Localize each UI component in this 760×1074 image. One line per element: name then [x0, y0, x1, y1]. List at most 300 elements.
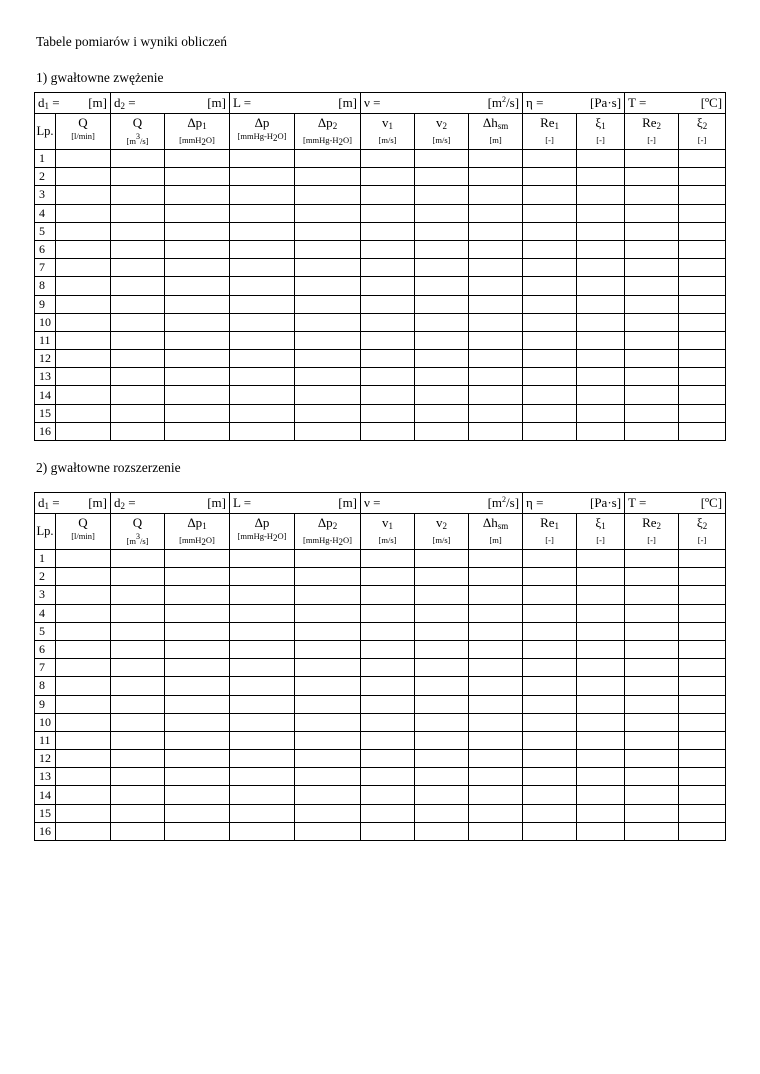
data-cell[interactable] — [111, 568, 165, 586]
data-cell[interactable] — [577, 204, 625, 222]
param-cell-4[interactable] — [523, 93, 625, 114]
data-cell[interactable] — [230, 204, 295, 222]
data-cell[interactable] — [577, 422, 625, 440]
data-cell[interactable] — [165, 331, 230, 349]
data-cell[interactable] — [625, 750, 679, 768]
data-cell[interactable] — [165, 277, 230, 295]
data-cell[interactable] — [295, 404, 361, 422]
data-cell[interactable] — [469, 550, 523, 568]
param-cell-0[interactable] — [35, 93, 111, 114]
data-cell[interactable] — [523, 713, 577, 731]
data-cell[interactable] — [56, 804, 111, 822]
data-cell[interactable] — [361, 168, 415, 186]
data-cell[interactable] — [56, 422, 111, 440]
data-cell[interactable] — [111, 386, 165, 404]
data-cell[interactable] — [469, 204, 523, 222]
param-cell-0[interactable] — [35, 493, 111, 514]
data-cell[interactable] — [111, 640, 165, 658]
data-cell[interactable] — [165, 259, 230, 277]
data-cell[interactable] — [295, 240, 361, 258]
data-cell[interactable] — [361, 240, 415, 258]
data-cell[interactable] — [56, 331, 111, 349]
data-cell[interactable] — [523, 295, 577, 313]
data-cell[interactable] — [523, 640, 577, 658]
data-cell[interactable] — [469, 331, 523, 349]
data-cell[interactable] — [111, 204, 165, 222]
param-cell-4[interactable] — [523, 493, 625, 514]
data-cell[interactable] — [679, 659, 726, 677]
data-cell[interactable] — [361, 604, 415, 622]
data-cell[interactable] — [165, 731, 230, 749]
data-cell[interactable] — [679, 804, 726, 822]
data-cell[interactable] — [625, 222, 679, 240]
data-cell[interactable] — [523, 313, 577, 331]
data-cell[interactable] — [165, 659, 230, 677]
data-cell[interactable] — [415, 222, 469, 240]
data-cell[interactable] — [469, 822, 523, 840]
data-cell[interactable] — [415, 386, 469, 404]
data-cell[interactable] — [679, 168, 726, 186]
data-cell[interactable] — [295, 586, 361, 604]
data-cell[interactable] — [56, 368, 111, 386]
data-cell[interactable] — [165, 786, 230, 804]
data-cell[interactable] — [577, 604, 625, 622]
data-cell[interactable] — [415, 804, 469, 822]
data-cell[interactable] — [625, 350, 679, 368]
data-cell[interactable] — [56, 313, 111, 331]
data-cell[interactable] — [295, 313, 361, 331]
data-cell[interactable] — [523, 822, 577, 840]
data-cell[interactable] — [295, 731, 361, 749]
data-cell[interactable] — [295, 168, 361, 186]
data-cell[interactable] — [361, 768, 415, 786]
data-cell[interactable] — [523, 222, 577, 240]
data-cell[interactable] — [415, 350, 469, 368]
data-cell[interactable] — [523, 368, 577, 386]
data-cell[interactable] — [230, 168, 295, 186]
data-cell[interactable] — [679, 731, 726, 749]
data-cell[interactable] — [111, 168, 165, 186]
data-cell[interactable] — [415, 277, 469, 295]
data-cell[interactable] — [679, 586, 726, 604]
data-cell[interactable] — [56, 550, 111, 568]
data-cell[interactable] — [295, 295, 361, 313]
data-cell[interactable] — [111, 804, 165, 822]
data-cell[interactable] — [230, 786, 295, 804]
data-cell[interactable] — [295, 350, 361, 368]
data-cell[interactable] — [111, 822, 165, 840]
data-cell[interactable] — [577, 640, 625, 658]
data-cell[interactable] — [679, 750, 726, 768]
data-cell[interactable] — [625, 204, 679, 222]
data-cell[interactable] — [577, 350, 625, 368]
data-cell[interactable] — [361, 186, 415, 204]
data-cell[interactable] — [625, 422, 679, 440]
data-cell[interactable] — [165, 695, 230, 713]
data-cell[interactable] — [523, 768, 577, 786]
data-cell[interactable] — [111, 768, 165, 786]
data-cell[interactable] — [165, 604, 230, 622]
data-cell[interactable] — [625, 568, 679, 586]
data-cell[interactable] — [679, 350, 726, 368]
data-cell[interactable] — [295, 822, 361, 840]
data-cell[interactable] — [361, 550, 415, 568]
data-cell[interactable] — [111, 677, 165, 695]
data-cell[interactable] — [56, 786, 111, 804]
data-cell[interactable] — [625, 677, 679, 695]
data-cell[interactable] — [165, 240, 230, 258]
data-cell[interactable] — [111, 331, 165, 349]
data-cell[interactable] — [415, 713, 469, 731]
data-cell[interactable] — [469, 604, 523, 622]
data-cell[interactable] — [295, 786, 361, 804]
data-cell[interactable] — [361, 386, 415, 404]
data-cell[interactable] — [361, 259, 415, 277]
param-cell-2[interactable] — [230, 93, 361, 114]
data-cell[interactable] — [295, 368, 361, 386]
data-cell[interactable] — [230, 386, 295, 404]
data-cell[interactable] — [361, 750, 415, 768]
data-cell[interactable] — [523, 259, 577, 277]
data-cell[interactable] — [523, 677, 577, 695]
data-cell[interactable] — [625, 586, 679, 604]
data-cell[interactable] — [625, 622, 679, 640]
data-cell[interactable] — [679, 313, 726, 331]
data-cell[interactable] — [469, 422, 523, 440]
data-cell[interactable] — [56, 713, 111, 731]
data-cell[interactable] — [523, 659, 577, 677]
data-cell[interactable] — [295, 422, 361, 440]
data-cell[interactable] — [523, 240, 577, 258]
data-cell[interactable] — [469, 295, 523, 313]
data-cell[interactable] — [56, 186, 111, 204]
data-cell[interactable] — [230, 277, 295, 295]
data-cell[interactable] — [469, 786, 523, 804]
data-cell[interactable] — [679, 550, 726, 568]
data-cell[interactable] — [679, 622, 726, 640]
data-cell[interactable] — [230, 659, 295, 677]
data-cell[interactable] — [577, 368, 625, 386]
data-cell[interactable] — [577, 731, 625, 749]
data-cell[interactable] — [361, 659, 415, 677]
data-cell[interactable] — [165, 713, 230, 731]
data-cell[interactable] — [415, 677, 469, 695]
data-cell[interactable] — [415, 659, 469, 677]
data-cell[interactable] — [295, 204, 361, 222]
data-cell[interactable] — [625, 295, 679, 313]
data-cell[interactable] — [469, 622, 523, 640]
data-cell[interactable] — [679, 713, 726, 731]
data-cell[interactable] — [361, 731, 415, 749]
param-cell-3[interactable] — [361, 93, 523, 114]
data-cell[interactable] — [523, 404, 577, 422]
data-cell[interactable] — [415, 204, 469, 222]
data-cell[interactable] — [577, 768, 625, 786]
data-cell[interactable] — [415, 259, 469, 277]
data-cell[interactable] — [165, 804, 230, 822]
data-cell[interactable] — [230, 677, 295, 695]
data-cell[interactable] — [111, 240, 165, 258]
data-cell[interactable] — [56, 350, 111, 368]
data-cell[interactable] — [361, 222, 415, 240]
data-cell[interactable] — [111, 731, 165, 749]
data-cell[interactable] — [111, 150, 165, 168]
data-cell[interactable] — [111, 222, 165, 240]
data-cell[interactable] — [523, 804, 577, 822]
param-cell-1[interactable] — [111, 493, 230, 514]
data-cell[interactable] — [56, 568, 111, 586]
data-cell[interactable] — [295, 768, 361, 786]
data-cell[interactable] — [230, 822, 295, 840]
data-cell[interactable] — [56, 259, 111, 277]
data-cell[interactable] — [56, 768, 111, 786]
data-cell[interactable] — [361, 313, 415, 331]
data-cell[interactable] — [523, 604, 577, 622]
data-cell[interactable] — [415, 640, 469, 658]
data-cell[interactable] — [577, 713, 625, 731]
data-cell[interactable] — [230, 150, 295, 168]
data-cell[interactable] — [56, 277, 111, 295]
data-cell[interactable] — [469, 168, 523, 186]
data-cell[interactable] — [679, 695, 726, 713]
data-cell[interactable] — [165, 822, 230, 840]
data-cell[interactable] — [577, 150, 625, 168]
data-cell[interactable] — [415, 550, 469, 568]
param-cell-5[interactable] — [625, 93, 726, 114]
data-cell[interactable] — [295, 568, 361, 586]
data-cell[interactable] — [56, 404, 111, 422]
param-cell-2[interactable] — [230, 493, 361, 514]
data-cell[interactable] — [679, 386, 726, 404]
data-cell[interactable] — [295, 677, 361, 695]
data-cell[interactable] — [361, 350, 415, 368]
data-cell[interactable] — [230, 222, 295, 240]
data-cell[interactable] — [469, 804, 523, 822]
data-cell[interactable] — [230, 240, 295, 258]
data-cell[interactable] — [523, 550, 577, 568]
data-cell[interactable] — [415, 422, 469, 440]
data-cell[interactable] — [56, 640, 111, 658]
data-cell[interactable] — [415, 331, 469, 349]
data-cell[interactable] — [469, 240, 523, 258]
data-cell[interactable] — [361, 150, 415, 168]
data-cell[interactable] — [469, 386, 523, 404]
data-cell[interactable] — [295, 331, 361, 349]
data-cell[interactable] — [230, 331, 295, 349]
data-cell[interactable] — [625, 313, 679, 331]
data-cell[interactable] — [577, 586, 625, 604]
data-cell[interactable] — [111, 604, 165, 622]
data-cell[interactable] — [523, 750, 577, 768]
data-cell[interactable] — [577, 259, 625, 277]
data-cell[interactable] — [523, 786, 577, 804]
data-cell[interactable] — [230, 750, 295, 768]
data-cell[interactable] — [111, 659, 165, 677]
data-cell[interactable] — [111, 786, 165, 804]
data-cell[interactable] — [577, 404, 625, 422]
data-cell[interactable] — [165, 750, 230, 768]
data-cell[interactable] — [523, 350, 577, 368]
data-cell[interactable] — [56, 586, 111, 604]
data-cell[interactable] — [56, 659, 111, 677]
data-cell[interactable] — [679, 186, 726, 204]
data-cell[interactable] — [523, 386, 577, 404]
data-cell[interactable] — [625, 186, 679, 204]
data-cell[interactable] — [679, 568, 726, 586]
data-cell[interactable] — [295, 259, 361, 277]
data-cell[interactable] — [523, 695, 577, 713]
data-cell[interactable] — [415, 786, 469, 804]
data-cell[interactable] — [523, 150, 577, 168]
data-cell[interactable] — [361, 622, 415, 640]
data-cell[interactable] — [295, 750, 361, 768]
data-cell[interactable] — [165, 386, 230, 404]
data-cell[interactable] — [165, 313, 230, 331]
data-cell[interactable] — [361, 277, 415, 295]
data-cell[interactable] — [361, 677, 415, 695]
data-cell[interactable] — [523, 731, 577, 749]
data-cell[interactable] — [469, 350, 523, 368]
data-cell[interactable] — [415, 750, 469, 768]
data-cell[interactable] — [361, 422, 415, 440]
data-cell[interactable] — [625, 804, 679, 822]
data-cell[interactable] — [577, 386, 625, 404]
data-cell[interactable] — [230, 404, 295, 422]
data-cell[interactable] — [679, 768, 726, 786]
data-cell[interactable] — [577, 168, 625, 186]
data-cell[interactable] — [523, 622, 577, 640]
data-cell[interactable] — [295, 386, 361, 404]
data-cell[interactable] — [165, 677, 230, 695]
data-cell[interactable] — [56, 731, 111, 749]
data-cell[interactable] — [111, 750, 165, 768]
param-cell-3[interactable] — [361, 493, 523, 514]
data-cell[interactable] — [56, 677, 111, 695]
data-cell[interactable] — [230, 604, 295, 622]
data-cell[interactable] — [679, 204, 726, 222]
data-cell[interactable] — [56, 240, 111, 258]
data-cell[interactable] — [361, 713, 415, 731]
data-cell[interactable] — [56, 822, 111, 840]
data-cell[interactable] — [230, 368, 295, 386]
data-cell[interactable] — [415, 150, 469, 168]
data-cell[interactable] — [56, 695, 111, 713]
data-cell[interactable] — [625, 822, 679, 840]
data-cell[interactable] — [361, 786, 415, 804]
data-cell[interactable] — [523, 568, 577, 586]
data-cell[interactable] — [577, 677, 625, 695]
data-cell[interactable] — [625, 331, 679, 349]
data-cell[interactable] — [577, 659, 625, 677]
data-cell[interactable] — [625, 259, 679, 277]
data-cell[interactable] — [230, 568, 295, 586]
data-cell[interactable] — [230, 313, 295, 331]
data-cell[interactable] — [165, 168, 230, 186]
data-cell[interactable] — [577, 222, 625, 240]
data-cell[interactable] — [56, 295, 111, 313]
data-cell[interactable] — [625, 604, 679, 622]
data-cell[interactable] — [165, 422, 230, 440]
data-cell[interactable] — [625, 659, 679, 677]
data-cell[interactable] — [469, 713, 523, 731]
data-cell[interactable] — [523, 204, 577, 222]
data-cell[interactable] — [679, 822, 726, 840]
data-cell[interactable] — [679, 404, 726, 422]
data-cell[interactable] — [230, 804, 295, 822]
data-cell[interactable] — [361, 295, 415, 313]
data-cell[interactable] — [295, 640, 361, 658]
data-cell[interactable] — [625, 695, 679, 713]
data-cell[interactable] — [230, 731, 295, 749]
data-cell[interactable] — [165, 222, 230, 240]
data-cell[interactable] — [111, 713, 165, 731]
data-cell[interactable] — [165, 404, 230, 422]
data-cell[interactable] — [165, 768, 230, 786]
data-cell[interactable] — [469, 259, 523, 277]
data-cell[interactable] — [230, 186, 295, 204]
data-cell[interactable] — [469, 222, 523, 240]
data-cell[interactable] — [577, 313, 625, 331]
data-cell[interactable] — [56, 204, 111, 222]
data-cell[interactable] — [361, 822, 415, 840]
data-cell[interactable] — [415, 186, 469, 204]
data-cell[interactable] — [469, 568, 523, 586]
data-cell[interactable] — [625, 404, 679, 422]
data-cell[interactable] — [625, 731, 679, 749]
data-cell[interactable] — [625, 277, 679, 295]
data-cell[interactable] — [111, 368, 165, 386]
data-cell[interactable] — [56, 622, 111, 640]
data-cell[interactable] — [295, 150, 361, 168]
data-cell[interactable] — [625, 150, 679, 168]
data-cell[interactable] — [295, 604, 361, 622]
data-cell[interactable] — [111, 695, 165, 713]
data-cell[interactable] — [679, 277, 726, 295]
data-cell[interactable] — [230, 586, 295, 604]
data-cell[interactable] — [415, 695, 469, 713]
data-cell[interactable] — [469, 640, 523, 658]
data-cell[interactable] — [469, 404, 523, 422]
data-cell[interactable] — [165, 550, 230, 568]
data-cell[interactable] — [415, 313, 469, 331]
data-cell[interactable] — [577, 786, 625, 804]
data-cell[interactable] — [295, 659, 361, 677]
data-cell[interactable] — [679, 640, 726, 658]
data-cell[interactable] — [56, 604, 111, 622]
data-cell[interactable] — [56, 168, 111, 186]
data-cell[interactable] — [679, 259, 726, 277]
data-cell[interactable] — [625, 240, 679, 258]
data-cell[interactable] — [469, 677, 523, 695]
data-cell[interactable] — [295, 186, 361, 204]
data-cell[interactable] — [111, 259, 165, 277]
data-cell[interactable] — [111, 350, 165, 368]
data-cell[interactable] — [361, 586, 415, 604]
data-cell[interactable] — [577, 804, 625, 822]
data-cell[interactable] — [361, 695, 415, 713]
data-cell[interactable] — [361, 331, 415, 349]
data-cell[interactable] — [111, 622, 165, 640]
param-cell-1[interactable] — [111, 93, 230, 114]
data-cell[interactable] — [295, 222, 361, 240]
data-cell[interactable] — [361, 404, 415, 422]
data-cell[interactable] — [230, 768, 295, 786]
data-cell[interactable] — [577, 277, 625, 295]
data-cell[interactable] — [111, 422, 165, 440]
data-cell[interactable] — [625, 168, 679, 186]
data-cell[interactable] — [230, 259, 295, 277]
data-cell[interactable] — [415, 731, 469, 749]
